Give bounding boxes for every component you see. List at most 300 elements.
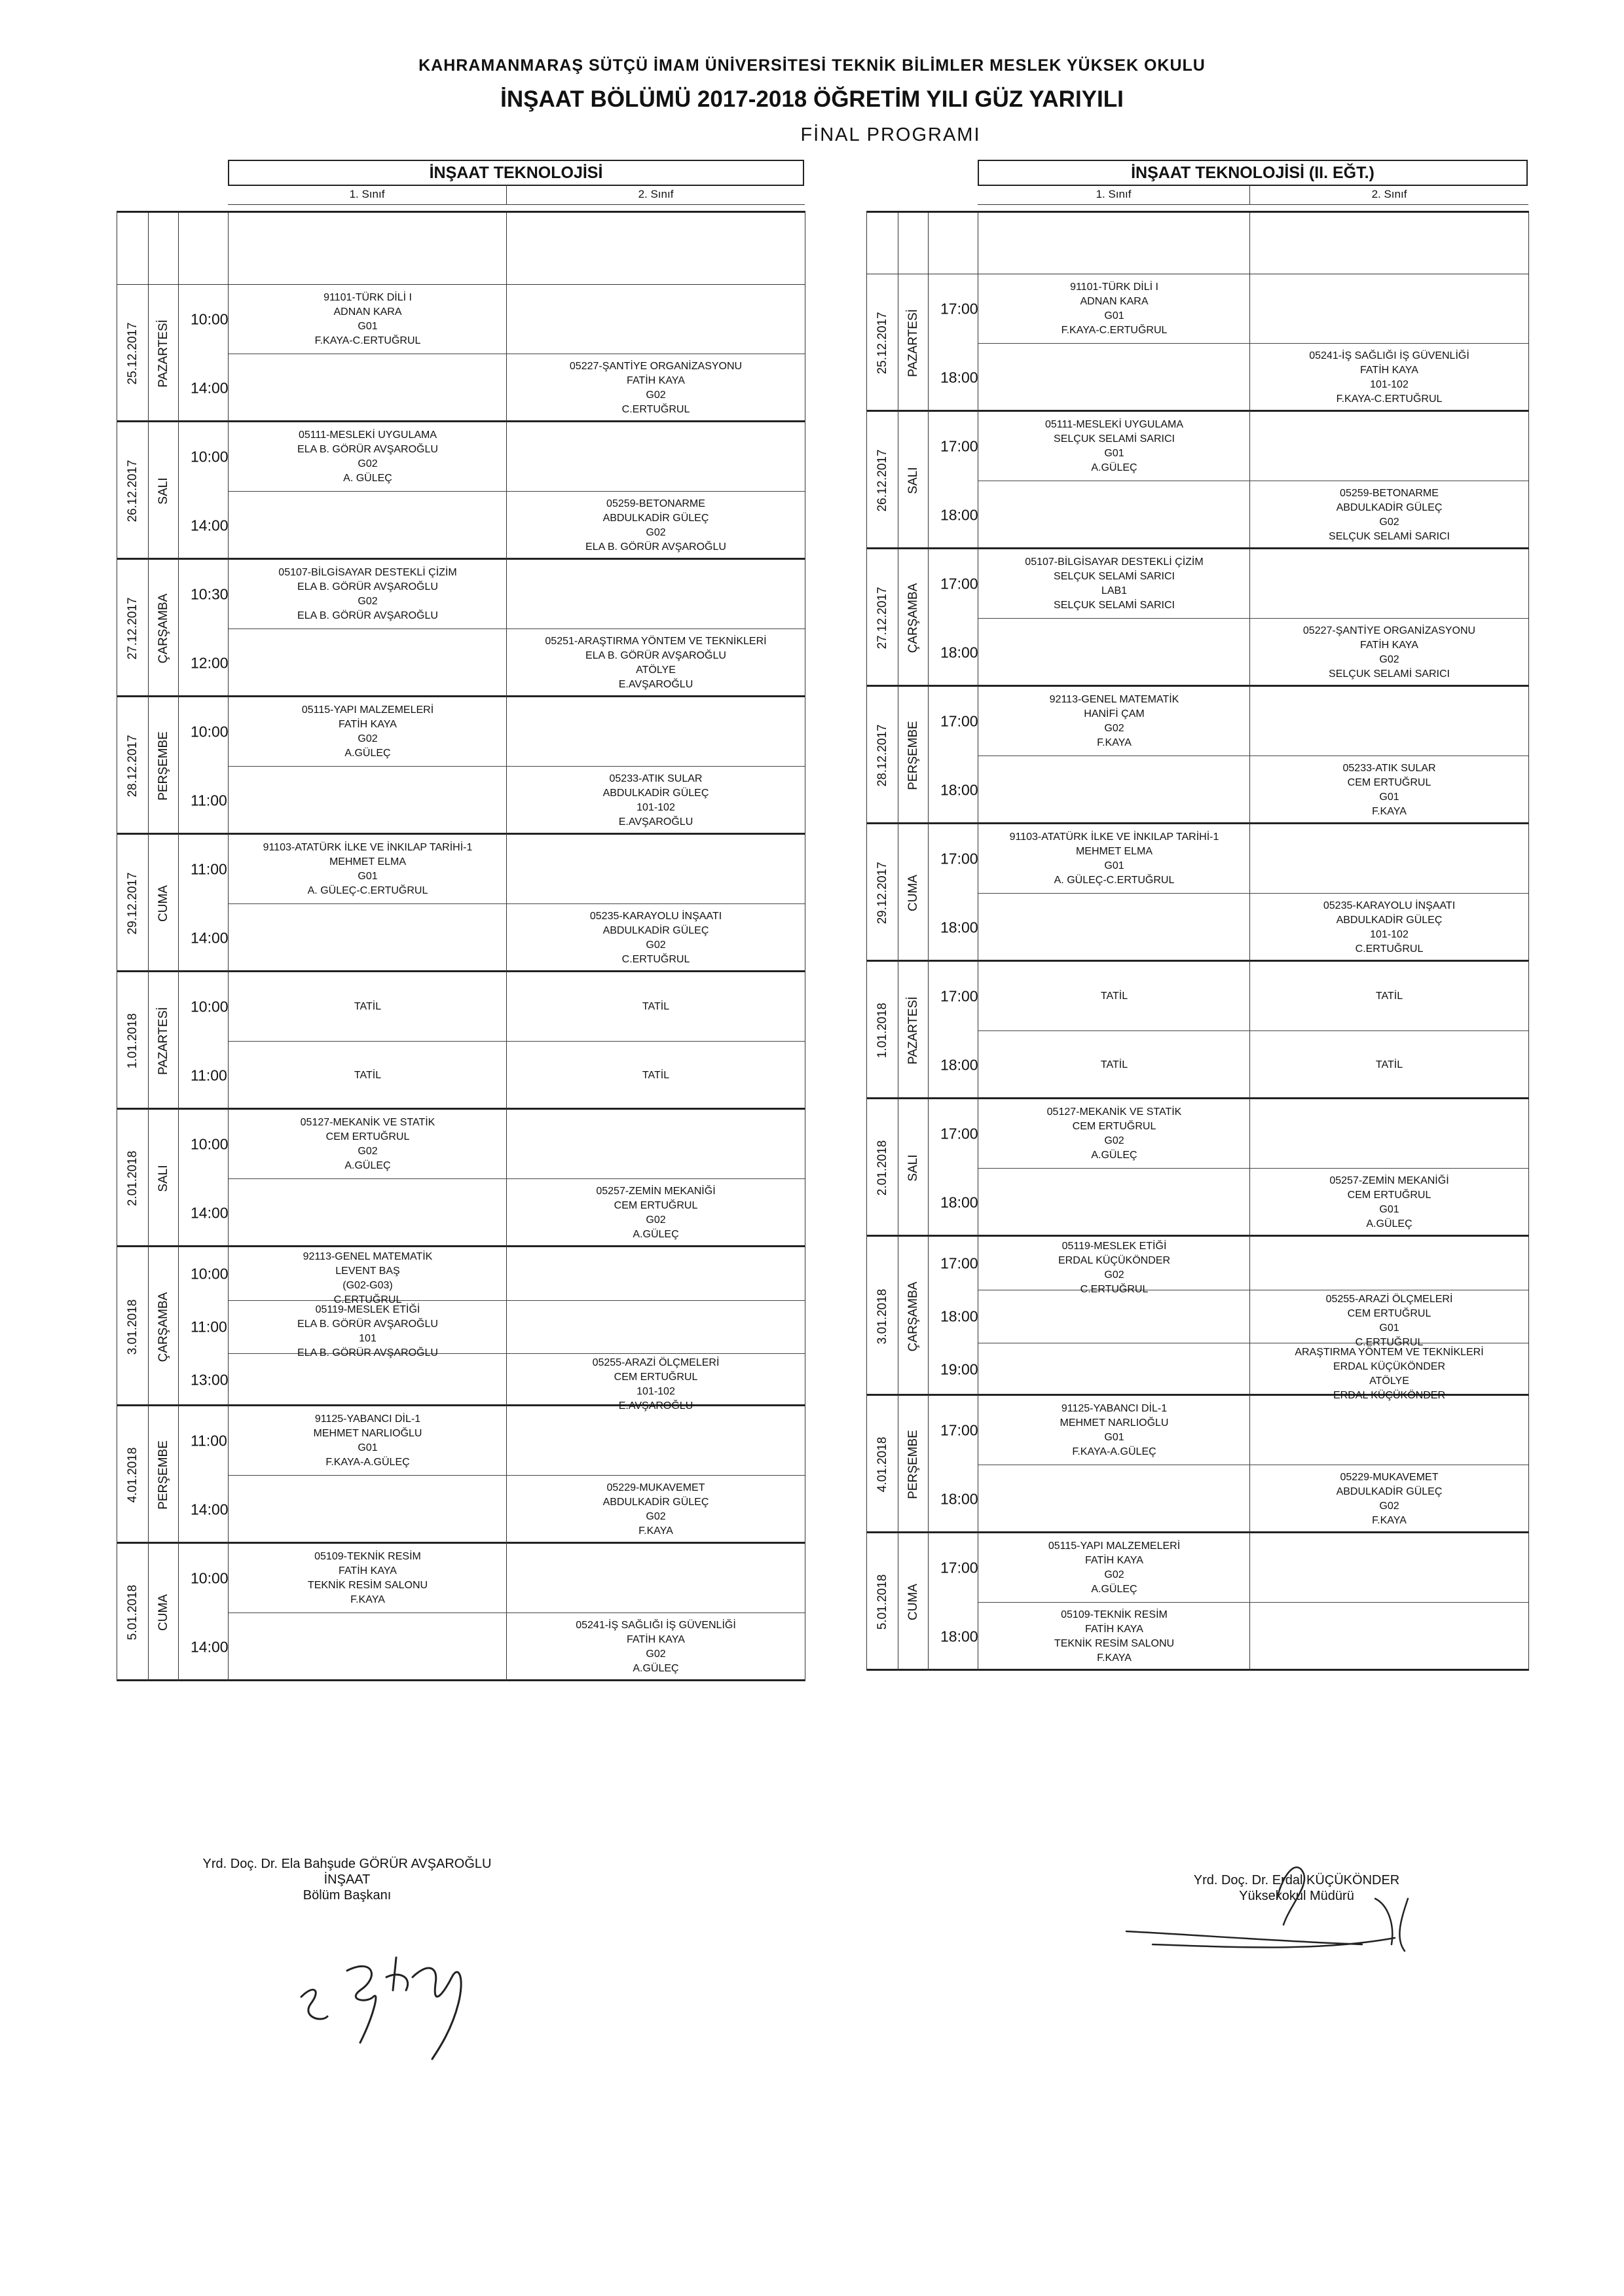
proctor: E.AVŞAROĞLU	[618, 816, 693, 828]
proctor: A.GÜLEÇ	[633, 1228, 679, 1240]
program-title: FİNAL PROGRAMI	[800, 124, 981, 145]
exam-time: 10:00	[191, 723, 229, 740]
instructor: ELA B. GÖRÜR AVŞAROĞLU	[585, 649, 726, 661]
day-row	[117, 1406, 805, 1544]
proctor: A.GÜLEÇ	[1091, 1583, 1137, 1595]
room: G02	[358, 595, 378, 607]
course-name: TATİL	[1375, 1059, 1403, 1070]
left-signature-block	[164, 1856, 530, 1903]
proctor: A. GÜLEÇ-C.ERTUĞRUL	[307, 884, 428, 896]
room: 101	[359, 1333, 377, 1344]
proctor: F.KAYA	[638, 1525, 673, 1537]
exam-date: 2.01.2018	[126, 1150, 139, 1207]
exam-entry	[642, 1068, 669, 1083]
instructor: ELA B. GÖRÜR AVŞAROĞLU	[297, 1319, 438, 1330]
exam-date: 3.01.2018	[876, 1288, 889, 1344]
program-name: İNŞAAT TEKNOLOJİSİ	[228, 160, 804, 186]
course-name: 92113-GENEL MATEMATİK	[1049, 693, 1179, 705]
room: G01	[1104, 447, 1124, 459]
room: G01	[358, 870, 378, 882]
proctor: E.AVŞAROĞLU	[618, 678, 693, 690]
room: TEKNİK RESİM SALONU	[1054, 1637, 1175, 1649]
exam-day: CUMA	[906, 1584, 920, 1620]
exam-date: 26.12.2017	[126, 460, 139, 522]
room: G02	[1104, 722, 1124, 734]
exam-time: 10:00	[191, 310, 229, 327]
exam-day: PERŞEMBE	[157, 731, 170, 801]
proctor: C.ERTUĞRUL	[1355, 943, 1424, 955]
course-name: 05227-ŞANTİYE ORGANİZASYONU	[1302, 625, 1476, 636]
instructor: ADNAN KARA	[1080, 295, 1149, 307]
proctor: F.KAYA	[1097, 1652, 1132, 1664]
course-name: 05111-MESLEKİ UYGULAMA	[1044, 418, 1184, 430]
course-name: 05235-KARAYOLU İNŞAATI	[589, 910, 722, 922]
exam-day: ÇARŞAMBA	[157, 1292, 170, 1362]
room: G02	[358, 458, 378, 469]
course-name: 05235-KARAYOLU İNŞAATI	[1323, 900, 1456, 911]
exam-entry	[1323, 899, 1455, 957]
room: G02	[646, 1510, 666, 1522]
day-row	[117, 1544, 805, 1681]
day-row	[867, 549, 1528, 687]
exam-day: PAZARTESİ	[157, 1007, 170, 1075]
exam-time: 10:00	[191, 1135, 229, 1152]
exam-entry	[301, 1116, 435, 1173]
course-name: TATİL	[1375, 990, 1403, 1002]
exam-time: 18:00	[940, 781, 978, 798]
right-signer-name: Yrd. Doç. Dr. Erdal KÜÇÜKÖNDER	[1193, 1873, 1400, 1887]
exam-time: 17:00	[940, 712, 978, 729]
course-name: 05257-ZEMİN MEKANİĞİ	[596, 1185, 716, 1197]
day-row	[867, 1099, 1528, 1237]
exam-time: 11:00	[191, 792, 227, 809]
instructor: ERDAL KÜÇÜKÖNDER	[1058, 1255, 1170, 1266]
room: G01	[1379, 1322, 1399, 1334]
proctor: A.GÜLEÇ	[633, 1662, 679, 1674]
day-row	[117, 285, 805, 422]
exam-time: 18:00	[940, 1307, 978, 1324]
course-name: 91125-YABANCI DİL-1	[314, 1413, 421, 1425]
course-name: 05127-MEKANİK VE STATİK	[1046, 1106, 1182, 1118]
exam-time: 12:00	[191, 654, 229, 671]
department-title: İNŞAAT BÖLÜMÜ 2017-2018 ÖĞRETİM YILI GÜZ YARIYILI	[500, 86, 1124, 112]
exam-time: 10:00	[191, 998, 229, 1015]
room: G02	[358, 733, 378, 744]
room: G01	[1104, 310, 1124, 321]
course-name: 05229-MUKAVEMET	[606, 1482, 705, 1493]
instructor: CEM ERTUĞRUL	[614, 1372, 698, 1383]
course-name: ARAŞTIRMA YÖNTEM VE TEKNİKLERİ	[1295, 1347, 1484, 1358]
course-name: 05241-İŞ SAĞLIĞI İŞ GÜVENLİĞİ	[1309, 350, 1469, 361]
room: G01	[1104, 860, 1124, 871]
course-name: 91103-ATATÜRK İLKE VE İNKILAP TARİHİ-1	[263, 841, 473, 853]
exam-day: PERŞEMBE	[906, 721, 920, 790]
exam-entry	[303, 1250, 433, 1307]
exam-time: 18:00	[940, 919, 978, 936]
proctor: A.GÜLEÇ	[344, 747, 391, 759]
exam-entry	[1045, 418, 1183, 475]
right-signer-title: Yüksekokul Müdürü	[1239, 1889, 1354, 1903]
instructor: FATİH KAYA	[1085, 1623, 1143, 1635]
course-name: 05227-ŞANTİYE ORGANİZASYONU	[569, 360, 743, 372]
instructor: ERDAL KÜÇÜKÖNDER	[1333, 1361, 1445, 1372]
exam-entry	[1326, 1292, 1453, 1350]
exam-time: 17:00	[940, 300, 978, 317]
exam-entry	[1050, 693, 1179, 750]
instructor: ABDULKADİR GÜLEÇ	[1336, 501, 1443, 513]
exam-entry	[1025, 555, 1203, 613]
proctor: A. GÜLEÇ	[343, 472, 392, 484]
instructor: ABDULKADİR GÜLEÇ	[602, 787, 709, 799]
slot-divider	[229, 1178, 805, 1179]
course-name: 05241-İŞ SAĞLIĞI İŞ GÜVENLİĞİ	[576, 1619, 736, 1631]
slot-divider	[978, 893, 1528, 894]
instructor: ABDULKADİR GÜLEÇ	[602, 924, 709, 936]
exam-date: 29.12.2017	[876, 862, 889, 924]
room: G01	[1104, 1431, 1124, 1443]
exam-time: 17:00	[940, 850, 978, 867]
instructor: FATİH KAYA	[339, 718, 397, 730]
slot-divider	[978, 618, 1528, 619]
exam-entry	[1060, 1402, 1169, 1459]
room: G02	[646, 1214, 666, 1226]
university-name: KAHRAMANMARAŞ SÜTÇÜ İMAM ÜNİVERSİTESİ TEKNİK BİLİMLER MESLEK YÜKSEK OKULU	[418, 56, 1206, 75]
class-2-header: 2. Sınıf	[1249, 185, 1528, 205]
course-name: 05127-MEKANİK VE STATİK	[300, 1116, 435, 1128]
proctor: F.KAYA	[1372, 1514, 1407, 1526]
exam-time: 18:00	[940, 644, 978, 661]
instructor: ADNAN KARA	[333, 306, 402, 318]
column-divider	[867, 213, 1250, 274]
exam-date: 5.01.2018	[126, 1584, 139, 1641]
course-name: TATİL	[642, 1069, 670, 1081]
exam-date: 27.12.2017	[876, 587, 889, 649]
exam-entry	[1329, 486, 1450, 544]
day-row	[867, 412, 1528, 549]
exam-entry	[308, 1550, 428, 1607]
course-name: 92113-GENEL MATEMATİK	[303, 1251, 433, 1262]
day-row	[867, 962, 1528, 1099]
day-row	[867, 1396, 1528, 1533]
exam-date: 3.01.2018	[126, 1299, 139, 1355]
room: G02	[1104, 1569, 1124, 1580]
day-row	[117, 697, 805, 835]
course-name: 05251-ARAŞTIRMA YÖNTEM VE TEKNİKLERİ	[545, 635, 767, 647]
program-header	[228, 160, 804, 211]
course-name: TATİL	[354, 1000, 382, 1012]
room: G02	[1379, 516, 1399, 528]
instructor: FATİH KAYA	[1360, 639, 1418, 651]
course-name: 05233-ATIK SULAR	[609, 773, 703, 784]
course-name: TATİL	[354, 1069, 382, 1081]
slot-divider	[978, 1030, 1528, 1031]
exam-date: 29.12.2017	[126, 872, 139, 935]
course-name: 05111-MESLEKİ UYGULAMA	[298, 429, 437, 441]
proctor: A. GÜLEÇ-C.ERTUĞRUL	[1054, 874, 1175, 886]
exam-date: 2.01.2018	[876, 1140, 889, 1196]
exam-entry	[1343, 761, 1436, 819]
proctor: ELA B. GÖRÜR AVŞAROĞLU	[297, 1347, 438, 1358]
exam-time: 11:00	[191, 1432, 227, 1449]
instructor: LEVENT BAŞ	[335, 1266, 400, 1277]
slot-divider	[229, 766, 805, 767]
proctor: C.ERTUĞRUL	[1355, 1337, 1424, 1348]
proctor: F.KAYA-A.GÜLEÇ	[325, 1456, 410, 1468]
room: G02	[1379, 653, 1399, 665]
instructor: MEHMET NARLIOĞLU	[313, 1427, 422, 1439]
exam-entry	[596, 1184, 715, 1242]
day-row	[117, 560, 805, 697]
exam-time: 17:00	[940, 1254, 978, 1271]
exam-day: PERŞEMBE	[906, 1430, 920, 1499]
room: 101-102	[1370, 928, 1409, 940]
course-name: TATİL	[642, 1000, 670, 1012]
room: G01	[1379, 1203, 1399, 1215]
day-row	[867, 1237, 1528, 1401]
proctor: SELÇUK SELAMİ SARICI	[1329, 668, 1450, 680]
course-name: 91101-TÜRK DİLİ I	[323, 291, 412, 303]
left-schedule-panel	[117, 160, 804, 1679]
exam-entry	[354, 1068, 381, 1083]
course-name: TATİL	[1100, 1059, 1128, 1070]
instructor: ELA B. GÖRÜR AVŞAROĞLU	[297, 443, 438, 455]
day-row	[117, 972, 805, 1110]
room: ATÖLYE	[636, 664, 676, 676]
slot-divider	[229, 491, 805, 492]
exam-time: 11:00	[191, 1318, 227, 1335]
course-name: 05107-BİLGİSAYAR DESTEKLİ ÇİZİM	[1025, 556, 1204, 568]
slot-divider	[978, 1168, 1528, 1169]
exam-entry	[1048, 1539, 1180, 1597]
exam-entry	[1337, 1470, 1443, 1528]
exam-entry	[1061, 280, 1168, 338]
exam-entry	[315, 291, 421, 348]
exam-date: 27.12.2017	[126, 597, 139, 660]
instructor: FATİH KAYA	[1360, 364, 1418, 376]
room: TEKNİK RESİM SALONU	[307, 1579, 428, 1591]
exam-day: PAZARTESİ	[906, 996, 920, 1065]
course-name: 05233-ATIK SULAR	[1342, 762, 1436, 774]
exam-time: 14:00	[191, 517, 229, 534]
instructor: HANİFİ ÇAM	[1084, 708, 1145, 720]
exam-time: 11:00	[191, 860, 227, 877]
proctor: A.GÜLEÇ	[1366, 1218, 1412, 1230]
course-name: 91125-YABANCI DİL-1	[1061, 1402, 1168, 1414]
exam-entry	[1376, 989, 1403, 1004]
exam-date: 28.12.2017	[876, 724, 889, 787]
exam-entry	[354, 1000, 381, 1014]
room: 101-102	[637, 1386, 675, 1397]
exam-time: 18:00	[940, 1194, 978, 1211]
exam-entry	[1010, 830, 1219, 888]
room: 101-102	[1370, 378, 1409, 390]
exam-day: SALI	[157, 477, 170, 505]
exam-time: 19:00	[940, 1360, 978, 1377]
instructor: ELA B. GÖRÜR AVŞAROĞLU	[297, 581, 438, 592]
exam-time: 14:00	[191, 929, 229, 946]
course-name: TATİL	[1100, 990, 1128, 1002]
left-signer-name: Yrd. Doç. Dr. Ela Bahşude GÖRÜR AVŞAROĞLU	[202, 1857, 492, 1871]
exam-time: 14:00	[191, 1638, 229, 1655]
instructor: SELÇUK SELAMİ SARICI	[1054, 570, 1175, 582]
room: G02	[646, 389, 666, 401]
exam-entry	[590, 909, 722, 967]
slot-divider	[229, 903, 805, 904]
exam-time: 17:00	[940, 437, 978, 454]
course-name: 05259-BETONARME	[1340, 487, 1439, 499]
exam-day: SALI	[157, 1165, 170, 1192]
course-name: 05107-BİLGİSAYAR DESTEKLİ ÇİZİM	[278, 566, 457, 578]
slot-divider	[978, 1602, 1528, 1603]
exam-time: 11:00	[191, 1066, 227, 1084]
exam-date: 4.01.2018	[876, 1436, 889, 1493]
schedule-grid	[117, 211, 805, 1681]
exam-day: CUMA	[906, 875, 920, 911]
exam-entry	[263, 841, 473, 898]
exam-time: 10:00	[191, 1265, 229, 1282]
right-schedule-panel	[866, 160, 1528, 1669]
exam-day: ÇARŞAMBA	[906, 583, 920, 653]
day-row	[117, 422, 805, 560]
proctor: SELÇUK SELAMİ SARICI	[1054, 599, 1175, 611]
exam-entry	[642, 1000, 669, 1014]
instructor: CEM ERTUĞRUL	[1072, 1120, 1156, 1132]
exam-entry	[297, 1303, 438, 1360]
instructor: FATİH KAYA	[627, 374, 685, 386]
proctor: F.KAYA-A.GÜLEÇ	[1072, 1446, 1156, 1457]
exam-entry	[603, 772, 709, 829]
exam-date: 25.12.2017	[126, 322, 139, 385]
class-1-header: 1. Sınıf	[978, 185, 1249, 205]
instructor: CEM ERTUĞRUL	[325, 1131, 410, 1142]
instructor: ABDULKADİR GÜLEÇ	[602, 512, 709, 524]
slot-divider	[229, 1041, 805, 1042]
course-name: 91101-TÜRK DİLİ I	[1070, 281, 1158, 293]
exam-date: 26.12.2017	[876, 449, 889, 512]
exam-time: 18:00	[940, 1056, 978, 1073]
proctor: F.KAYA	[350, 1594, 385, 1605]
exam-entry	[1101, 1058, 1128, 1072]
room: G01	[358, 1442, 378, 1453]
proctor: F.KAYA	[1372, 805, 1407, 817]
course-name: 91103-ATATÜRK İLKE VE İNKILAP TARİHİ-1	[1009, 831, 1219, 843]
proctor: A.GÜLEÇ	[344, 1159, 391, 1171]
exam-entry	[545, 634, 766, 692]
room: G02	[646, 1648, 666, 1660]
proctor: A.GÜLEÇ	[1091, 1149, 1137, 1161]
proctor: A.GÜLEÇ	[1091, 462, 1137, 473]
instructor: CEM ERTUĞRUL	[1347, 1189, 1431, 1201]
instructor: ABDULKADİR GÜLEÇ	[602, 1496, 709, 1508]
course-name: 05119-MESLEK ETİĞİ	[315, 1304, 420, 1315]
room: G02	[646, 526, 666, 538]
instructor: ABDULKADİR GÜLEÇ	[1336, 1485, 1443, 1497]
instructor: CEM ERTUĞRUL	[1347, 1308, 1431, 1319]
exam-entry	[585, 497, 726, 555]
day-row	[117, 1247, 805, 1412]
proctor: E.AVŞAROĞLU	[618, 1400, 693, 1412]
proctor: C.ERTUĞRUL	[1080, 1284, 1149, 1295]
exam-time: 10:30	[191, 585, 229, 602]
exam-time: 10:00	[191, 448, 229, 465]
exam-day: CUMA	[157, 1594, 170, 1631]
course-name: 05255-ARAZİ ÖLÇMELERİ	[592, 1357, 720, 1368]
exam-date: 25.12.2017	[876, 312, 889, 374]
exam-time: 17:00	[940, 987, 978, 1004]
instructor: FATİH KAYA	[1085, 1554, 1143, 1566]
program-header	[978, 160, 1528, 211]
room: G02	[1104, 1135, 1124, 1146]
exam-day: CUMA	[157, 885, 170, 922]
course-name: 05115-YAPI MALZEMELERİ	[1048, 1540, 1181, 1552]
left-handwritten-signature	[282, 1918, 517, 2062]
right-handwritten-signature	[1113, 1853, 1454, 1958]
exam-date: 5.01.2018	[876, 1574, 889, 1630]
room: G01	[358, 320, 378, 332]
exam-time: 14:00	[191, 1501, 229, 1518]
exam-entry	[297, 428, 438, 486]
proctor: F.KAYA	[1097, 737, 1132, 748]
proctor: C.ERTUĞRUL	[621, 403, 690, 415]
proctor: SELÇUK SELAMİ SARICI	[1329, 530, 1450, 542]
room: ATÖLYE	[1369, 1376, 1409, 1387]
exam-time: 18:00	[940, 506, 978, 523]
exam-day: PAZARTESİ	[906, 309, 920, 377]
day-row	[867, 1533, 1528, 1671]
exam-entry	[1101, 989, 1128, 1004]
proctor: F.KAYA-C.ERTUĞRUL	[314, 335, 421, 346]
room: G02	[358, 1145, 378, 1157]
exam-day: PERŞEMBE	[157, 1440, 170, 1510]
exam-date: 1.01.2018	[126, 1013, 139, 1069]
day-row	[867, 274, 1528, 412]
exam-day: SALI	[906, 467, 920, 494]
slot-divider	[978, 343, 1528, 344]
exam-entry	[603, 1481, 709, 1539]
exam-date: 1.01.2018	[876, 1002, 889, 1059]
exam-entry	[314, 1412, 422, 1470]
instructor: FATİH KAYA	[627, 1633, 685, 1645]
course-name: 05119-MESLEK ETİĞİ	[1061, 1241, 1167, 1252]
exam-entry	[278, 566, 456, 623]
exam-day: SALI	[906, 1154, 920, 1182]
exam-time: 14:00	[191, 1204, 229, 1221]
proctor: F.KAYA-C.ERTUĞRUL	[1061, 324, 1168, 336]
course-name: 05255-ARAZİ ÖLÇMELERİ	[1325, 1294, 1453, 1305]
exam-date: 4.01.2018	[126, 1447, 139, 1503]
slot-divider	[229, 1475, 805, 1476]
proctor: ERDAL KÜÇÜKÖNDER	[1333, 1390, 1445, 1401]
class-1-header: 1. Sınıf	[228, 185, 506, 205]
exam-entry	[1054, 1608, 1174, 1666]
course-name: 05229-MUKAVEMET	[1340, 1471, 1439, 1483]
course-name: 05115-YAPI MALZEMELERİ	[301, 704, 434, 716]
proctor: ELA B. GÖRÜR AVŞAROĞLU	[585, 541, 726, 553]
proctor: C.ERTUĞRUL	[333, 1294, 402, 1305]
exam-day: ÇARŞAMBA	[906, 1281, 920, 1351]
schedule-grid	[866, 211, 1529, 1671]
exam-time: 17:00	[940, 1421, 978, 1438]
course-name: 05259-BETONARME	[606, 498, 705, 509]
blank-row	[117, 213, 805, 285]
proctor: ELA B. GÖRÜR AVŞAROĞLU	[297, 610, 438, 621]
exam-time: 18:00	[940, 369, 978, 386]
room: G02	[646, 939, 666, 951]
exam-time: 10:00	[191, 1569, 229, 1586]
exam-entry	[302, 703, 434, 761]
exam-entry	[1058, 1239, 1170, 1297]
left-signer-dept: İNŞAAT	[323, 1872, 371, 1887]
